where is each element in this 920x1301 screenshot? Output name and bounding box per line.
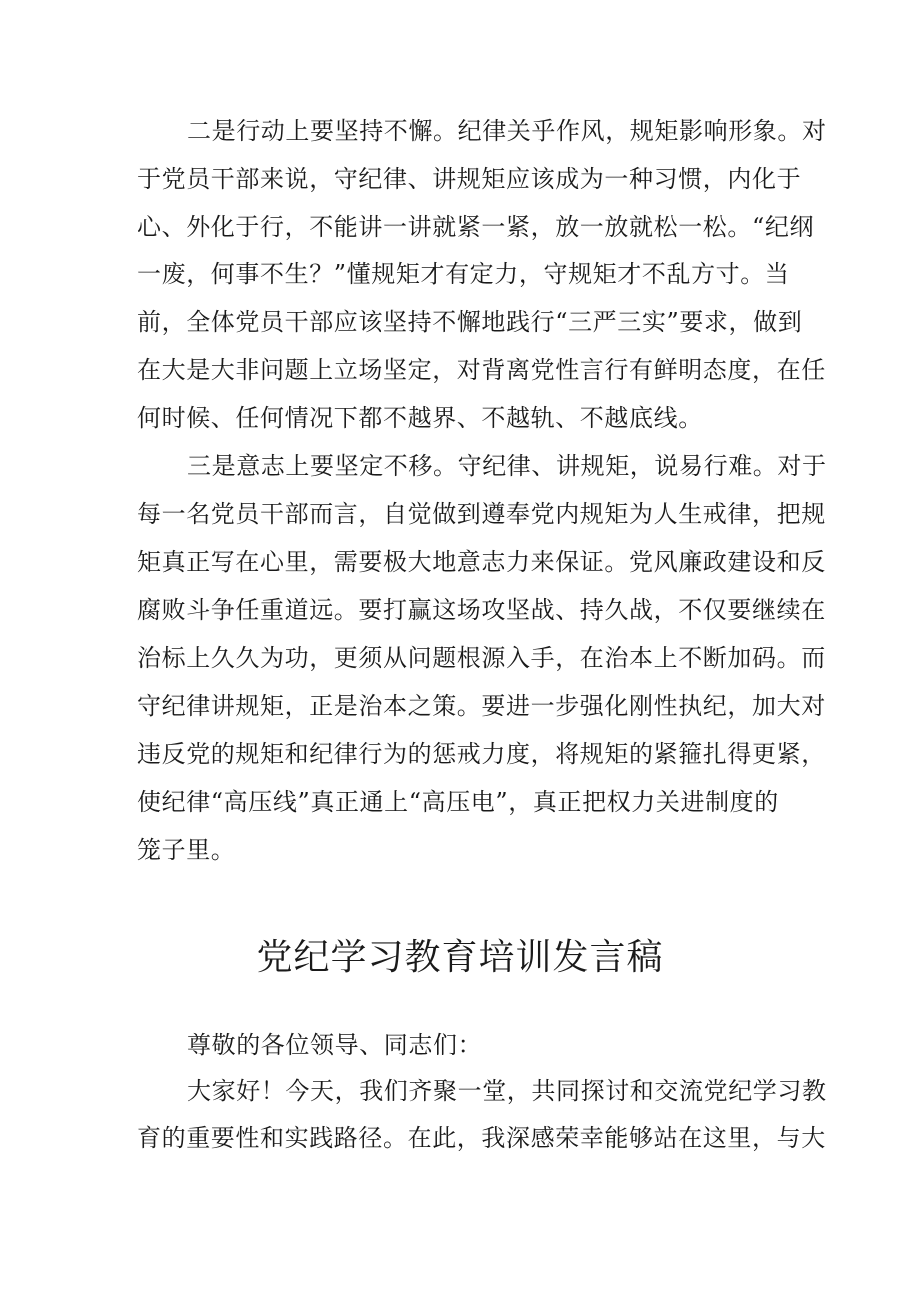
text-line: 二是行动上要坚持不懈。纪律关乎作风，规矩影响形象。对 (187, 117, 827, 145)
text-line: 治标上久久为功，更须从问题根源入手，在治本上不断加码。而 (137, 644, 826, 672)
text-line: 于党员干部来说，守纪律、讲规矩应该成为一种习惯，内化于 (137, 165, 802, 193)
text-line: 违反党的规矩和纪律行为的惩戒力度，将规矩的紧箍扎得更紧， (137, 740, 826, 768)
text-line: 大家好！今天，我们齐聚一堂，共同探讨和交流党纪学习教 (187, 1077, 827, 1105)
text-line: 笼子里。 (137, 836, 236, 864)
text-line: 前，全体党员干部应该坚持不懈地践行“三严三实”要求，做到 (137, 308, 803, 336)
text-line: 使纪律“高压线”真正通上“高压电”，真正把权力关进制度的 (137, 788, 779, 816)
text-line: 每一名党员干部而言，自觉做到遵奉党内规矩为人生戒律，把规 (137, 500, 826, 528)
text-line: 在大是大非问题上立场坚定，对背离党性言行有鲜明态度，在任 (137, 356, 826, 384)
text-line: 三是意志上要坚定不移。守纪律、讲规矩，说易行难。对于 (187, 452, 827, 480)
speech-title: 党纪学习教育培训发言稿 (256, 937, 664, 978)
text-line: 育的重要性和实践路径。在此，我深感荣幸能够站在这里，与大 (137, 1124, 826, 1152)
text-line: 矩真正写在心里，需要极大地意志力来保证。党风廉政建设和反 (137, 548, 826, 576)
text-line: 何时候、任何情况下都不越界、不越轨、不越底线。 (137, 404, 703, 432)
text-line: 守纪律讲规矩，正是治本之策。要进一步强化刚性执纪，加大对 (137, 692, 826, 720)
text-line: 心、外化于行，不能讲一讲就紧一紧，放一放就松一松。“纪纲 (137, 213, 815, 241)
text-line: 腐败斗争任重道远。要打赢这场攻坚战、持久战，不仅要继续在 (137, 596, 826, 624)
greeting: 尊敬的各位领导、同志们： (187, 1031, 483, 1059)
text-line: 一废，何事不生？”懂规矩才有定力，守规矩才不乱方寸。当 (137, 260, 790, 288)
